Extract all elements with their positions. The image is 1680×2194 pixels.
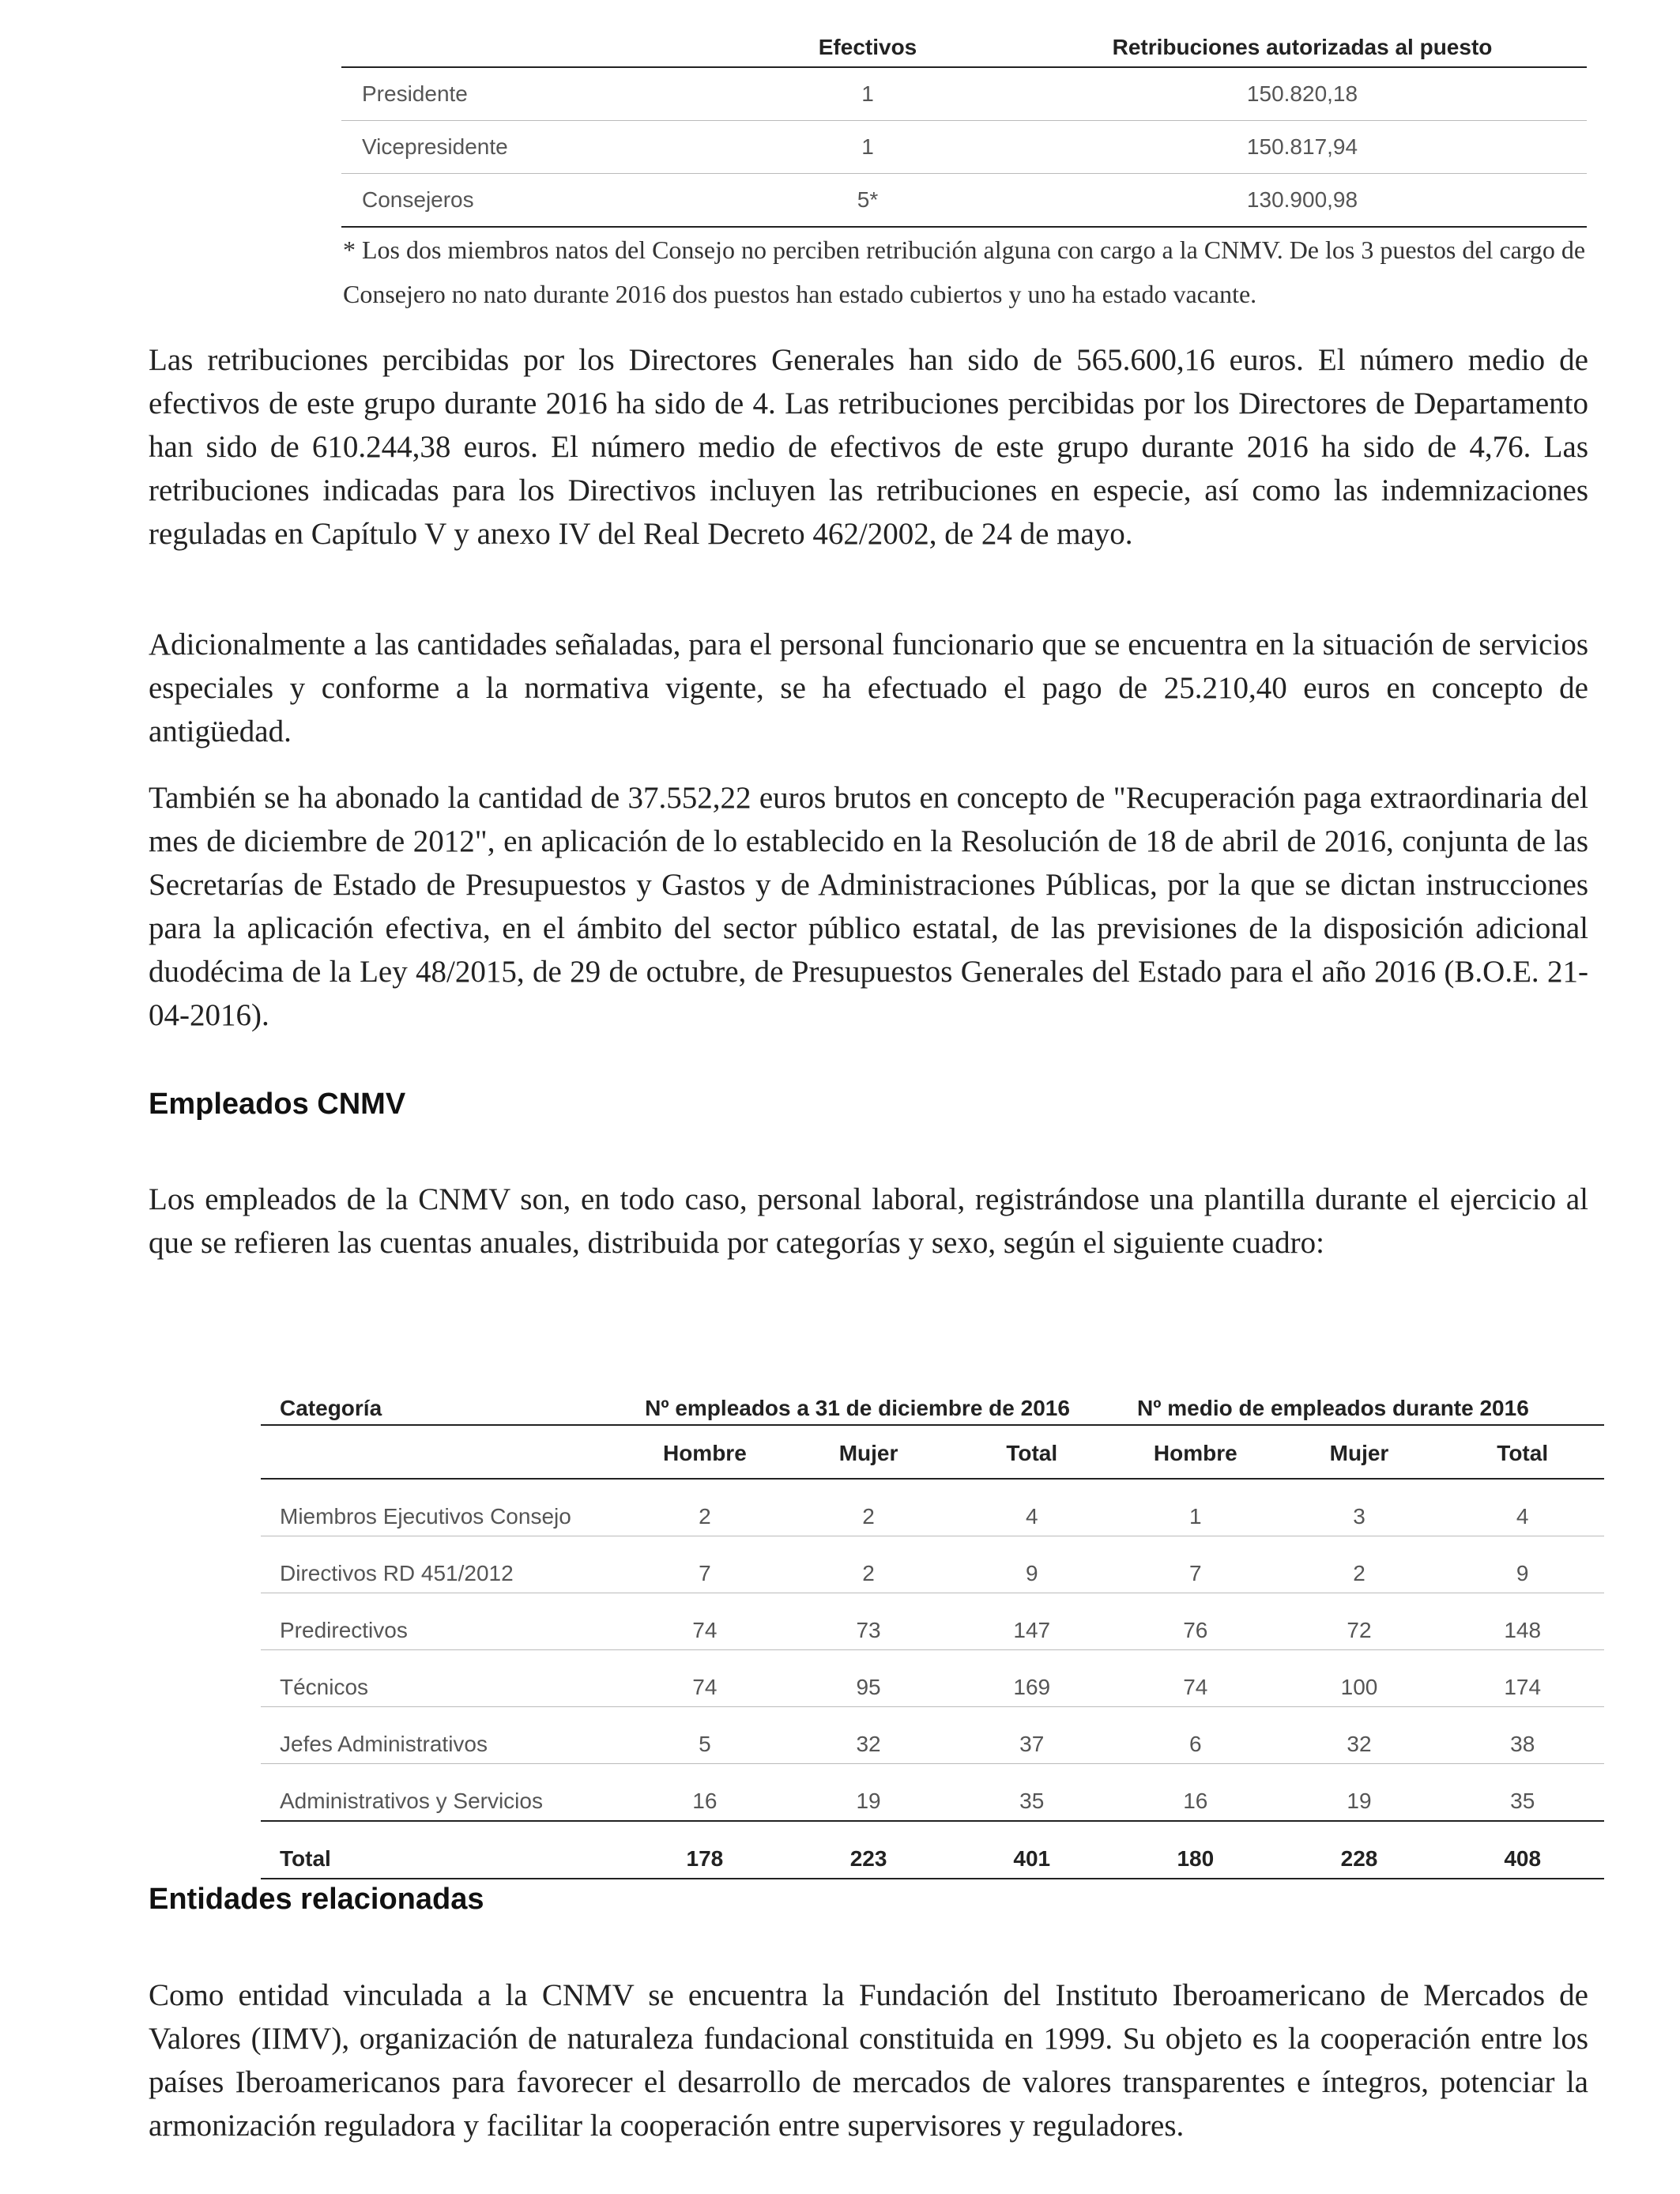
cell-value: 19: [787, 1764, 951, 1822]
cell-value: 74: [623, 1593, 787, 1650]
table-row: [341, 174, 1587, 228]
header-group-31-dic: Nº empleados a 31 de diciembre de 2016: [623, 1382, 1113, 1425]
header-mujer: Mujer: [787, 1425, 951, 1479]
cell-retribucion: 130.900,98: [1018, 174, 1587, 228]
cell-value: 4: [1441, 1479, 1604, 1536]
table-subheader-row: [261, 1425, 1604, 1479]
cell-categoria: Técnicos: [261, 1650, 623, 1707]
header-efectivos: Efectivos: [718, 22, 1018, 67]
cell-categoria: Predirectivos: [261, 1593, 623, 1650]
cell-value: 74: [623, 1650, 787, 1707]
cell-value: 174: [1441, 1650, 1604, 1707]
cell-categoria: Jefes Administrativos: [261, 1707, 623, 1764]
cell-value: 32: [1278, 1707, 1441, 1764]
cell-efectivos: 5*: [718, 174, 1018, 228]
cell-value: 16: [623, 1764, 787, 1822]
cell-value: 148: [1441, 1593, 1604, 1650]
cell-retribucion: 150.820,18: [1018, 67, 1587, 121]
header-empty: [341, 22, 718, 67]
table-row: [261, 1536, 1604, 1593]
header-total: Total: [950, 1425, 1113, 1479]
heading-empleados: Empleados CNMV: [149, 1088, 406, 1121]
employees-table: [261, 1382, 1604, 1879]
cell-value: 35: [1441, 1764, 1604, 1822]
cell-total-value: 223: [787, 1821, 951, 1879]
header-categoria: Categoría: [261, 1382, 623, 1425]
table-header-row: [341, 22, 1587, 67]
header-group-medio: Nº medio de empleados durante 2016: [1113, 1382, 1604, 1425]
cell-value: 2: [1278, 1536, 1441, 1593]
cell-value: 3: [1278, 1479, 1441, 1536]
cell-value: 35: [950, 1764, 1113, 1822]
cell-total-label: Total: [261, 1821, 623, 1879]
table-row: [261, 1707, 1604, 1764]
cell-retribucion: 150.817,94: [1018, 121, 1587, 174]
header-total: Total: [1441, 1425, 1604, 1479]
cell-value: 1: [1113, 1479, 1278, 1536]
cell-efectivos: 1: [718, 67, 1018, 121]
cell-cargo: Presidente: [341, 67, 718, 121]
cell-categoria: Miembros Ejecutivos Consejo: [261, 1479, 623, 1536]
table-row: [261, 1593, 1604, 1650]
cell-value: 37: [950, 1707, 1113, 1764]
cell-value: 2: [787, 1536, 951, 1593]
cell-efectivos: 1: [718, 121, 1018, 174]
cell-value: 7: [623, 1536, 787, 1593]
cell-value: 73: [787, 1593, 951, 1650]
paragraph-entidades: Como entidad vinculada a la CNMV se encuentra la Fundación del Instituto Iberoamericano de Mercados de Valores (IIMV), organización de naturaleza fundacional constituida en 1999. Su objeto es la cooperación entre los países Iberoamericanos para favorecer el desarrollo de mercados de valores transparentes e íntegros, potenciar la armonización reguladora y facilitar la cooperación entre supervisores y reguladores.: [149, 1978, 1588, 2143]
cell-value: 5: [623, 1707, 787, 1764]
cell-cargo: Consejeros: [341, 174, 718, 228]
cell-value: 32: [787, 1707, 951, 1764]
cell-value: 4: [950, 1479, 1113, 1536]
cell-value: 38: [1441, 1707, 1604, 1764]
cell-value: 95: [787, 1650, 951, 1707]
table-footnote: * Los dos miembros natos del Consejo no perciben retribución alguna con cargo a la CNMV. De los 3 puestos del cargo de Consejero no nato durante 2016 dos puestos han estado cubiertos y uno ha estado vacante.: [343, 236, 1586, 308]
cell-value: 147: [950, 1593, 1113, 1650]
header-blank: [261, 1425, 623, 1479]
cell-total-value: 408: [1441, 1821, 1604, 1879]
cell-value: 169: [950, 1650, 1113, 1707]
cell-cargo: Vicepresidente: [341, 121, 718, 174]
top-remuneration-table: [341, 22, 1587, 228]
header-retribuciones: Retribuciones autorizadas al puesto: [1018, 22, 1587, 67]
header-mujer: Mujer: [1278, 1425, 1441, 1479]
heading-entidades: Entidades relacionadas: [149, 1883, 484, 1916]
cell-value: 9: [1441, 1536, 1604, 1593]
table-row: [341, 121, 1587, 174]
cell-total-value: 178: [623, 1821, 787, 1879]
cell-value: 76: [1113, 1593, 1278, 1650]
cell-value: 6: [1113, 1707, 1278, 1764]
table-row: [341, 67, 1587, 121]
cell-value: 100: [1278, 1650, 1441, 1707]
cell-value: 74: [1113, 1650, 1278, 1707]
paragraph-adicionalmente: Adicionalmente a las cantidades señaladas, para el personal funcionario que se encuentra en la situación de servicios especiales y conforme a la normativa vigente, se ha efectuado el pago de 25.210,40 euros en concepto de antigüedad.: [149, 628, 1588, 748]
cell-value: 2: [623, 1479, 787, 1536]
cell-total-value: 401: [950, 1821, 1113, 1879]
table-row: [261, 1479, 1604, 1536]
cell-categoria: Directivos RD 451/2012: [261, 1536, 623, 1593]
table-total-row: [261, 1821, 1604, 1879]
header-hombre: Hombre: [623, 1425, 787, 1479]
paragraph-recuperacion-paga: También se ha abonado la cantidad de 37.552,22 euros brutos en concepto de "Recuperación paga extraordinaria del mes de diciembre de 2012", en aplicación de lo establecido en la Resolución de 18 de abril de 2016, conjunta de las Secretarías de Estado de Presupuestos y Gastos y de Administraciones Públicas, por la que se dictan instrucciones para la aplicación efectiva, en el ámbito del sector público estatal, de las previsiones de la disposición adicional duodécima de la Ley 48/2015, de 29 de octubre, de Presupuestos Generales del Estado para el año 2016 (B.O.E. 21-04-2016).: [149, 781, 1588, 1032]
cell-categoria: Administrativos y Servicios: [261, 1764, 623, 1822]
header-hombre: Hombre: [1113, 1425, 1278, 1479]
cell-value: 16: [1113, 1764, 1278, 1822]
table-row: [261, 1764, 1604, 1822]
cell-total-value: 228: [1278, 1821, 1441, 1879]
table-row: [261, 1650, 1604, 1707]
cell-total-value: 180: [1113, 1821, 1278, 1879]
paragraph-directores: Las retribuciones percibidas por los Directores Generales han sido de 565.600,16 euros. El número medio de efectivos de este grupo durante 2016 ha sido de 4. Las retribuciones percibidas por los Directores de Departamento han sido de 610.244,38 euros. El número medio de efectivos de este grupo durante 2016 ha sido de 4,76. Las retribuciones indicadas para los Directivos incluyen las retribuciones en especie, así como las indemnizaciones reguladas en Capítulo V y anexo IV del Real Decreto 462/2002, de 24 de mayo.: [149, 343, 1588, 551]
cell-value: 72: [1278, 1593, 1441, 1650]
cell-value: 9: [950, 1536, 1113, 1593]
table-header-row: [261, 1382, 1604, 1425]
cell-value: 7: [1113, 1536, 1278, 1593]
cell-value: 19: [1278, 1764, 1441, 1822]
cell-value: 2: [787, 1479, 951, 1536]
paragraph-empleados: Los empleados de la CNMV son, en todo caso, personal laboral, registrándose una plantilla durante el ejercicio al que se refieren las cuentas anuales, distribuida por categorías y sexo, según el siguiente cuadro:: [149, 1182, 1588, 1260]
